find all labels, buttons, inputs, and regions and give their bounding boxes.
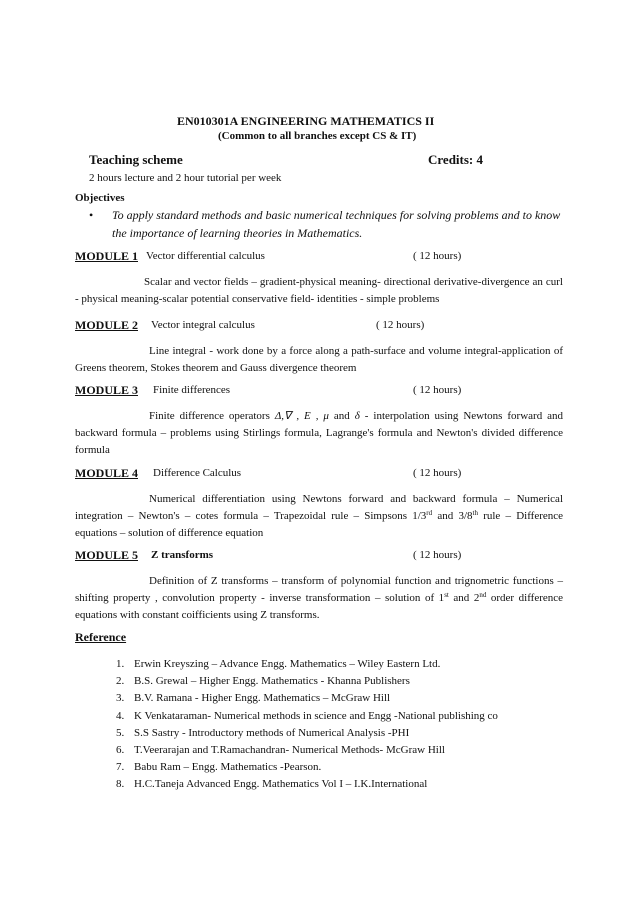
module-5-title: Z transforms [151,549,214,561]
module-1-title: Vector differential calculus [146,250,265,262]
module-2-label: MODULE 2 [75,318,138,332]
bullet-icon: • [89,208,94,222]
module-1-hours: ( 12 hours) [413,250,462,262]
module-2-body: Line integral - work done by a force along a path-surface and volume integral-application of Greens theorem, Stokes theorem and Gauss divergence theorem [75,345,563,374]
module-1-body: Scalar and vector fields – gradient-physical meaning- directional derivative-divergence an curl - physical meaning-scalar potential conservative field- identities - simple problems [75,276,563,305]
list-item: 6. T.Veerarajan and T.Ramachandran- Numerical Methods- McGraw Hill [116,743,445,756]
module-1-label: MODULE 1 [75,249,138,263]
credits-label: Credits: 4 [428,152,484,167]
difference-operators: Δ,∇ , E , μ [274,410,329,422]
list-item: 3. B.V. Ramana - Higher Engg. Mathematics – McGraw Hill [116,692,391,705]
teaching-scheme-label: Teaching scheme [89,152,183,167]
module-4-hours: ( 12 hours) [413,467,462,479]
course-subtitle: (Common to all branches except CS & IT) [218,130,417,142]
list-item: 5. S.S Sastry - Introductory methods of Numerical Analysis -PHI [116,726,410,739]
course-title: EN010301A ENGINEERING MATHEMATICS II [177,114,435,128]
teaching-hours: 2 hours lecture and 2 hour tutorial per week [89,172,282,184]
delta-operator: δ [354,410,360,422]
module-3-hours: ( 12 hours) [413,384,462,396]
reference-label: Reference [75,630,127,644]
module-4-title: Difference Calculus [153,467,242,479]
list-item: 2. B.S. Grewal – Higher Engg. Mathematics - Khanna Publishers [116,675,410,688]
list-item: 1. Erwin Kreyszing – Advance Engg. Mathematics – Wiley Eastern Ltd. [116,658,441,670]
module-2-title: Vector integral calculus [151,319,255,331]
module-3-body: Finite difference operators Δ,∇ , E , μ and δ - interpolation using Newtons forward and backward formula – problems using Stirlings formula, Lagrange's formula and Newton's divided difference formula [75,410,564,456]
module-2-hours: ( 12 hours) [376,319,425,331]
list-item: 8. H.C.Taneja Advanced Engg. Mathematics Vol I – I.K.International [116,778,428,791]
module-5-hours: ( 12 hours) [413,549,462,561]
reference-list [116,656,498,794]
module-5-body: Definition of Z transforms – transform of polynomial function and trignometric functions – shifting property , convolution property - inverse transformation – solution of 1st and 2nd order difference equations with constant coifficients using Z transforms. [75,575,564,621]
objectives-label: Objectives [75,192,125,204]
list-item: 4. K Venkataraman- Numerical methods in science and Engg -National publishing co [116,709,498,722]
module-4-body: Numerical differentiation using Newtons forward and backward formula – Numerical integration – Newton's – cotes formula – Trapezoidal rule – Simpsons 1/3rd and 3/8th rule – Difference equations – solution of difference equation [75,493,564,539]
module-3-label: MODULE 3 [75,383,138,397]
objectives-text: To apply standard methods and basic numerical techniques for solving problems and to know the importance of learning theories in Mathematics. [112,208,561,240]
module-3-title: Finite differences [153,384,231,396]
module-5-label: MODULE 5 [75,548,138,562]
list-item: 7. Babu Ram – Engg. Mathematics -Pearson. [116,761,322,774]
module-4-label: MODULE 4 [75,466,138,480]
